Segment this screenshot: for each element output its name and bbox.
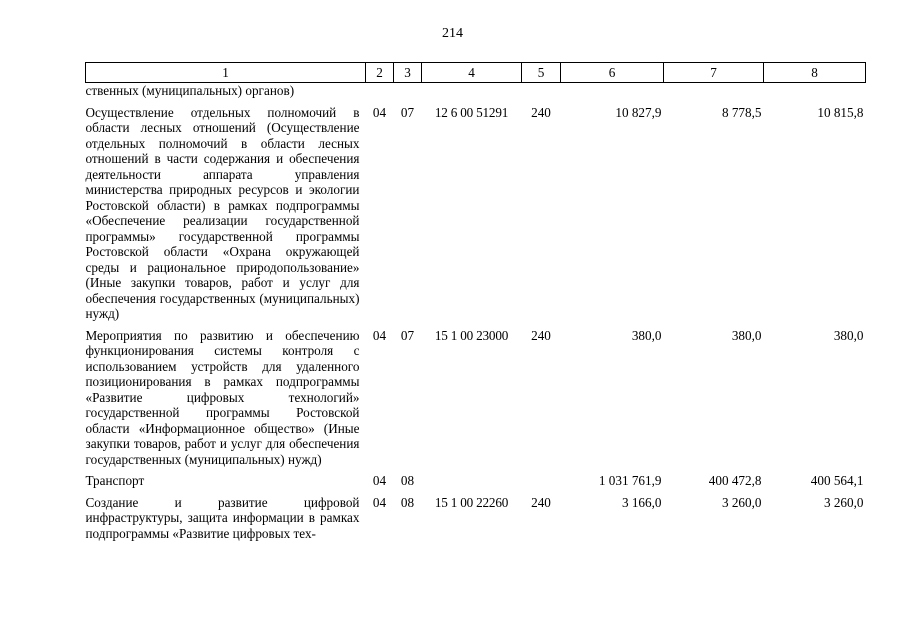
table-row — [86, 83, 866, 99]
row-csr — [422, 467, 522, 489]
row-name: Транспорт — [85, 473, 145, 488]
row-csr — [422, 83, 522, 99]
row-vr: 240 — [531, 327, 551, 343]
header-col-4: 4 — [422, 63, 522, 83]
row-vr — [522, 83, 561, 99]
page-number: 214 — [442, 26, 463, 41]
row-rz: 04 — [372, 104, 387, 120]
row-rz: 04 — [372, 494, 387, 510]
row-csr: 15 1 00 22260 — [434, 494, 509, 510]
row-pr: 07 — [400, 104, 415, 120]
row-year3: 400 564,1 — [810, 473, 864, 488]
row-pr: 07 — [400, 327, 415, 343]
row-year1 — [561, 83, 664, 99]
row-year3: 380,0 — [833, 327, 864, 343]
row-name: Создание и развитие цифровой инфраструктуры, защита информации в рамках подпрограммы «Развитие цифровых тех- — [85, 494, 360, 541]
row-pr: 08 — [400, 494, 415, 510]
row-name: ственных (муниципальных) органов) — [85, 83, 295, 98]
row-year3: 3 260,0 — [823, 494, 864, 510]
row-year1: 3 166,0 — [621, 494, 662, 510]
row-rz: 04 — [372, 473, 387, 488]
table-row — [86, 322, 866, 468]
row-year1: 380,0 — [631, 327, 662, 343]
header-col-5: 5 — [522, 63, 561, 83]
row-name: Осуществление отдельных полномочий в области лесных отношений (Осуществление отдельных полномочий в области лесных отношений в части содержания и обеспечения деятельности аппарата управления министерства природных ресурсов и экологии Ростовской области) в рамках подпрограммы «Обеспечение реализации государственной программы» государственной программы Ростовской области «Охрана окружающей среды и рациональное природопользование» (Иные закупки товаров, работ и услуг для обеспечения государственных (муниципальных) нужд) — [85, 104, 360, 321]
header-col-6: 6 — [561, 63, 664, 83]
row-vr: 240 — [531, 104, 551, 120]
row-csr: 15 1 00 23000 — [434, 327, 509, 343]
row-year2: 380,0 — [731, 327, 762, 343]
table-row — [86, 489, 866, 542]
table-header-row — [86, 63, 866, 83]
row-csr: 12 6 00 51291 — [434, 104, 509, 120]
header-col-8: 8 — [764, 63, 866, 83]
row-vr: 240 — [531, 494, 551, 510]
row-vr — [522, 467, 561, 489]
table-row — [86, 467, 866, 489]
header-col-7: 7 — [664, 63, 764, 83]
row-year1: 10 827,9 — [615, 104, 662, 120]
header-col-1: 1 — [86, 63, 366, 83]
row-year3 — [764, 83, 866, 99]
row-rz: 04 — [372, 327, 387, 343]
table-row — [86, 99, 866, 322]
row-year2 — [664, 83, 764, 99]
row-year1: 1 031 761,9 — [598, 473, 662, 488]
row-year2: 3 260,0 — [721, 494, 762, 510]
row-year2: 8 778,5 — [721, 104, 762, 120]
row-year3: 10 815,8 — [817, 104, 864, 120]
header-col-3: 3 — [394, 63, 422, 83]
row-rz — [366, 83, 394, 99]
row-pr — [394, 83, 422, 99]
row-year2: 400 472,8 — [708, 473, 762, 488]
row-name: Мероприятия по развитию и обеспечению функционирования системы контроля с использованием устройств для удаленного позиционирования в рамках подпрограммы «Развитие цифровых технологий» государственной программы Ростовской области «Информационное общество» (Иные закупки товаров, работ и услуг для обеспечения государственных (муниципальных) нужд) — [85, 327, 360, 467]
header-col-2: 2 — [366, 63, 394, 83]
row-pr: 08 — [400, 473, 415, 488]
budget-table — [85, 62, 866, 541]
